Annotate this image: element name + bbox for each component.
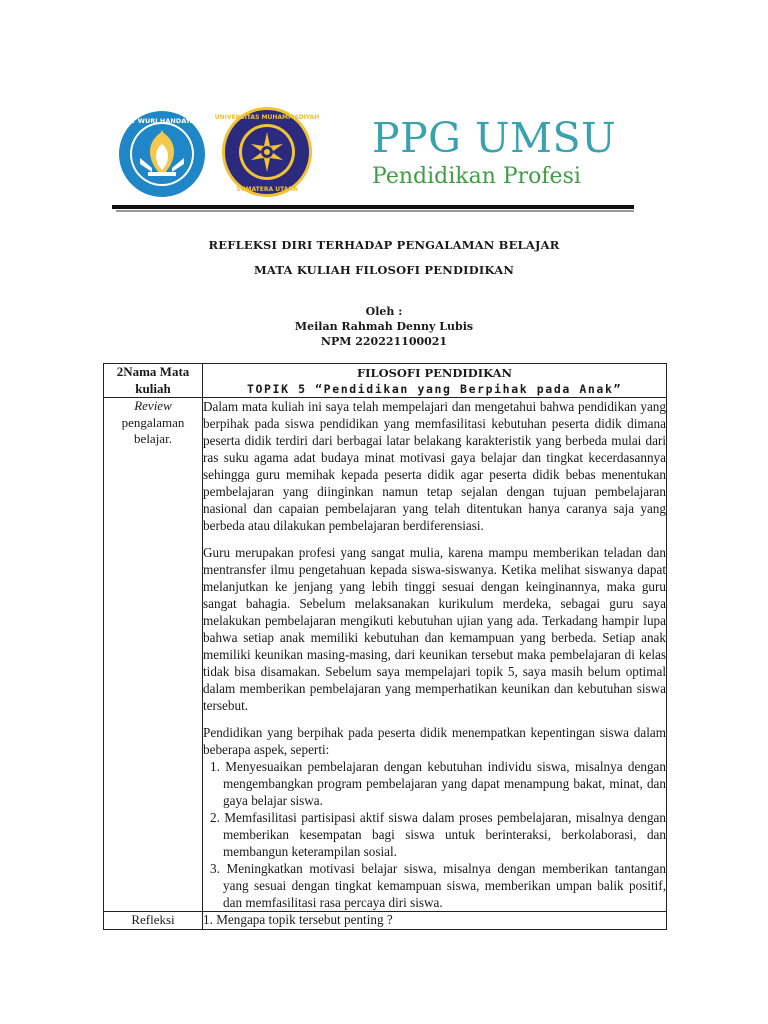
- review-paragraph-2: Guru merupakan profesi yang sangat mulia, karena mampu memberikan teladan dan mentransfer ilmu pengetahuan kepada siswa-siswanya. Ketika melihat siswanya dapat melanjutkan ke jenjang yang lebih tinggi sesuai dengan keinginannya, maka guru sangat bahagia. Sebelum melaksanakan kurikulum merdeka, sebagai guru saya melakukan pembelajaran mengikuti kebutuhan ujian yang ada. Terkadang hampir lupa bahwa setiap anak memiliki kebutuhan dan kemampuan yang berbeda. Setiap anak memiliki keunikan masing-masing, dari keunikan tersebut maka pembelajaran di kelas tidak bisa disamakan. Sebelum saya mempelajari topik 5, saya masih belum optimal dalam memberikan pembelajaran yang memperhatikan keunikan dan kebutuhan siswa tersebut.: [203, 545, 666, 713]
- header-divider-shadow: [116, 210, 634, 212]
- refleksi-label-cell: [104, 912, 203, 930]
- review-label-cell: [104, 398, 203, 912]
- author-npm: NPM 220221100021: [320, 335, 448, 348]
- tut-wuri-handayani-logo: [118, 110, 206, 198]
- reflection-table: [103, 363, 667, 930]
- course-name: FILOSOFI PENDIDIKAN: [356, 366, 513, 380]
- table-header-row: [104, 364, 667, 398]
- umsu-logo: [214, 106, 320, 198]
- list-intro: Pendidikan yang berpihak pada peserta didik menempatkan kepentingan siswa dalam beberapa aspek, seperti:: [203, 725, 666, 757]
- review-row: [104, 398, 667, 912]
- list-item: 2. Memfasilitasi partisipasi aktif siswa dalam proses pembelajaran, misalnya dengan memberikan kesempatan bagi siswa untuk berinteraksi, berkolaborasi, dan membangun keterampilan sosial.: [210, 810, 666, 859]
- refleksi-row: [104, 912, 667, 930]
- document-subtitle: MATA KULIAH FILOSOFI PENDIDIKAN: [253, 263, 515, 277]
- logo-right-text-top: UNIVERSITAS MUHAMMADIYAH: [214, 114, 320, 121]
- review-content-cell: [203, 398, 667, 912]
- topic-title: TOPIK 5 “Pendidikan yang Berpihak pada Anak”: [246, 382, 623, 396]
- list-item: 3. Meningkatkan motivasi belajar siswa, misalnya dengan memberikan tantangan yang sesuai dengan tingkat kemampuan siswa, memberikan umpan balik positif, dan memfasilitasi rasa percaya diri siswa.: [210, 861, 666, 910]
- oleh-label: Oleh :: [365, 305, 403, 318]
- course-label: 2Nama Mata kuliah: [116, 364, 190, 396]
- review-label-italic: Review: [134, 398, 172, 413]
- review-label-rest: pengalaman belajar.: [121, 414, 185, 446]
- logo-left-text: TUT WURI HANDAYANI: [121, 117, 203, 125]
- list-item: 1. Menyesuaikan pembelajaran dengan kebutuhan individu siswa, misalnya dengan mengembangkan program pembelajaran yang dapat menampung bakat, minat, dan gaya belajar siswa.: [210, 759, 666, 808]
- brand-title: PPG UMSU: [372, 114, 617, 162]
- brand-subtitle: Pendidikan Profesi: [372, 164, 581, 189]
- refleksi-label: Refleksi: [131, 912, 175, 927]
- review-paragraph-1: Dalam mata kuliah ini saya telah mempelajari dan mengetahui bahwa pendidikan yang berpihak pada siswa pendidikan yang memfasilitasi kebutuhan peserta didik dimana peserta didik terdiri dari berbagai latar belakang karakteristik yang berbeda mulai dari ras suku agama adat budaya minat motivasi gaya belajar dan tingkat kecerdasannya sehingga guru memihak kepada peserta didik agar peserta didik bebas menentukan pembelajaran yang diinginkan namun tetap sejalan dengan tujuan pembelajaran nasional dan capaian pembelajaran yang telah ditentukan hanya caranya saja yang berbeda atau dilakukan pembelajaran berdiferensiasi.: [203, 399, 666, 533]
- refleksi-content-cell: [203, 912, 667, 930]
- course-title-cell: [203, 364, 667, 398]
- logo-right-text-bottom: SUMATERA UTARA: [236, 186, 298, 193]
- course-label-cell: [104, 364, 203, 398]
- aspect-list: [203, 758, 666, 911]
- document-title: REFLEKSI DIRI TERHADAP PENGALAMAN BELAJAR: [208, 238, 560, 252]
- header-divider: [112, 205, 634, 209]
- author-name: Meilan Rahmah Denny Lubis: [294, 320, 474, 333]
- refleksi-question: 1. Mengapa topik tersebut penting ?: [203, 912, 393, 927]
